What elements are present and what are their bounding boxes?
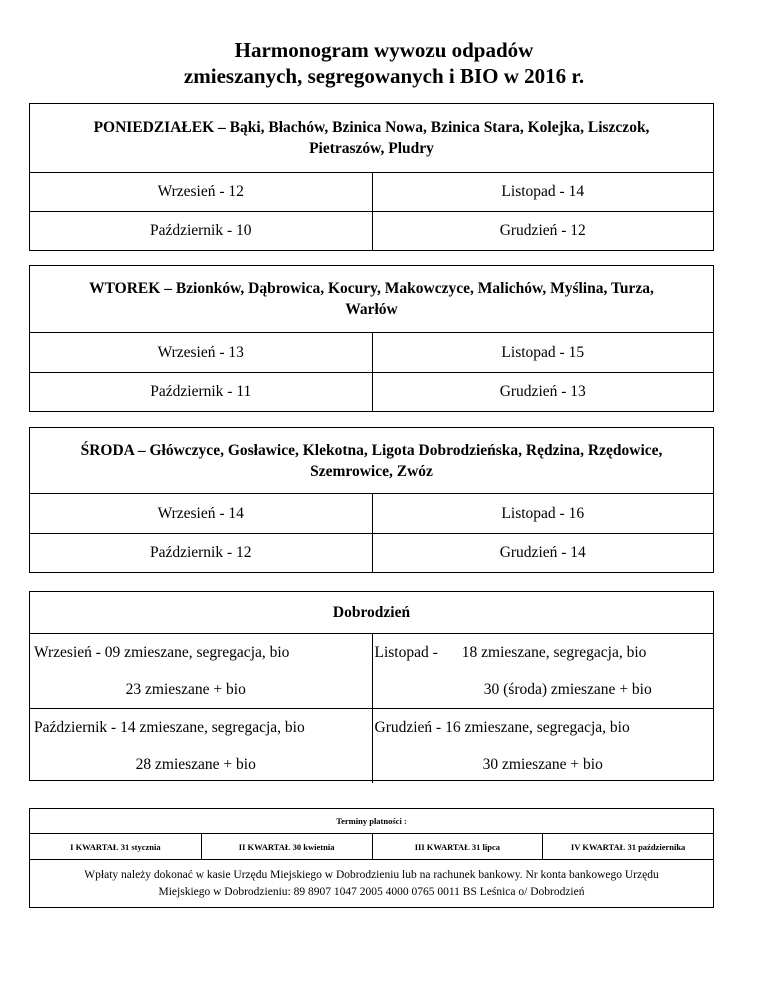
dobrodzien-right-column	[372, 634, 714, 783]
dob-entry: 30 zmieszane + bio	[482, 755, 603, 773]
dobrodzien-heading: Dobrodzień	[332, 604, 411, 621]
date-cell: Październik - 12	[149, 544, 252, 561]
date-cell: Wrzesień - 14	[157, 504, 244, 522]
date-cell: Grudzień - 12	[372, 212, 714, 250]
date-cell: Listopad - 16	[372, 494, 714, 533]
section-heading	[30, 104, 713, 173]
title-line-1: Harmonogram wywozu odpadów	[234, 38, 534, 62]
date-cell: Listopad - 15	[372, 333, 714, 372]
schedule-dobrodzien	[29, 591, 714, 781]
quarter-cell: III KWARTAŁ 31 lipca	[372, 834, 543, 859]
payment-note-line-1: Wpłaty należy dokonać w kasie Urzędu Miejskiego w Dobrodzieniu lub na rachunek bankowy. Nr konta bankowego Urzędu	[84, 869, 659, 881]
dob-entry: Wrzesień - 09 zmieszane, segregacja, bio	[34, 643, 290, 661]
payment-title: Terminy płatności :	[336, 816, 407, 826]
dob-entry: 23 zmieszane + bio	[125, 680, 246, 698]
section-heading	[30, 428, 713, 494]
section-heading	[30, 592, 713, 634]
dob-entry: 30 (środa) zmieszane + bio	[483, 680, 652, 698]
date-cell: Wrzesień - 12	[157, 183, 244, 200]
dobrodzien-left-column	[30, 634, 372, 783]
heading-line-1: WTOREK – Bzionków, Dąbrowica, Kocury, Makowczyce, Malichów, Myślina, Turza,	[89, 280, 654, 297]
page-title	[0, 37, 768, 89]
section-heading	[30, 266, 713, 333]
date-cell: Grudzień - 13	[372, 373, 714, 411]
date-cell: Wrzesień - 13	[157, 343, 244, 361]
dob-entry: Październik - 14 zmieszane, segregacja, bio	[34, 718, 305, 736]
payment-note	[30, 860, 713, 901]
dob-entry: Grudzień - 16 zmieszane, segregacja, bio	[374, 718, 630, 736]
payment-terms	[29, 808, 714, 908]
schedule-tuesday	[29, 265, 714, 412]
quarter-cell: I KWARTAŁ 31 stycznia	[70, 841, 161, 852]
heading-line-2: Pietraszów, Pludry	[309, 140, 434, 157]
heading-line-2: Szemrowice, Zwóz	[310, 462, 433, 480]
payment-note-line-2: Miejskiego w Dobrodzieniu: 89 8907 1047 2005 4000 0765 0011 BS Leśnica o/ Dobrodzień	[158, 886, 585, 898]
dob-entry-label: Listopad -	[374, 643, 438, 661]
quarter-cell: II KWARTAŁ 30 kwietnia	[201, 834, 372, 859]
schedule-monday	[29, 103, 714, 251]
heading-line-1: PONIEDZIAŁEK – Bąki, Błachów, Bzinica Nowa, Bzinica Stara, Kolejka, Liszczok,	[93, 119, 650, 136]
heading-line-2: Warłów	[345, 301, 398, 318]
dob-entry-value: 18 zmieszane, segregacja, bio	[461, 643, 647, 661]
payment-quarters	[30, 833, 713, 860]
heading-line-1: ŚRODA – Główczyce, Gosławice, Klekotna, Ligota Dobrodzieńska, Rędzina, Rzędowice,	[80, 441, 663, 459]
date-cell: Grudzień - 14	[372, 534, 714, 572]
dob-entry: 28 zmieszane + bio	[135, 755, 256, 773]
title-line-2: zmieszanych, segregowanych i BIO w 2016 r.	[183, 64, 585, 88]
quarter-cell: IV KWARTAŁ 31 października	[542, 834, 713, 859]
schedule-wednesday	[29, 427, 714, 573]
date-cell: Październik - 11	[150, 383, 252, 400]
date-cell: Listopad - 14	[372, 173, 714, 211]
date-cell: Październik - 10	[149, 222, 252, 239]
